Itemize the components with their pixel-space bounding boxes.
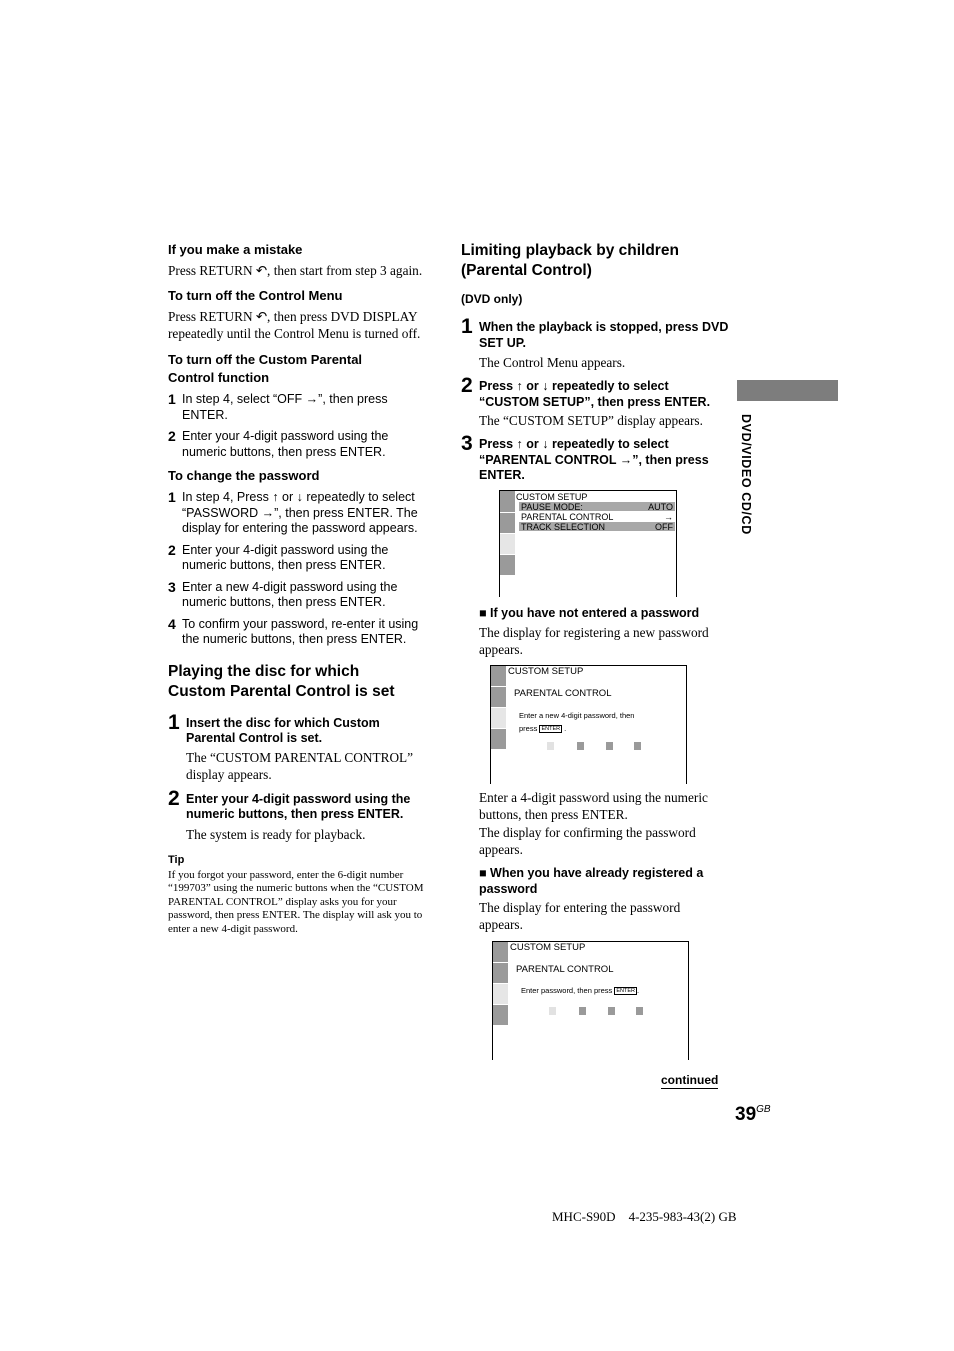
step-number: 4 [168,615,176,632]
register-password-screen [490,665,687,784]
not-entered-heading [479,605,729,621]
page-number [735,1099,771,1126]
enter-key-icon: ENTER [616,988,636,994]
turn-off-menu-text: Press RETURN ↶, then press DVD DISPLAY repeatedly until the Control Menu is turned off. [168,309,421,341]
screen-title: CUSTOM SETUP [516,492,588,502]
enter-key-icon: ENTER [541,726,561,732]
footer-model-code: MHC-S90D 4-235-983-43(2) GB [552,1209,737,1224]
list-item [168,429,430,460]
not-entered-section [479,605,729,658]
playing-title [168,662,430,702]
tip-heading: Tip [168,853,185,866]
step-title: Insert the disc for which Custom Parental Control is set. [186,715,380,745]
right-column [461,241,731,484]
message-text: . [637,986,640,995]
message-text: . [564,724,567,733]
message-text: Enter password, then press [521,986,613,995]
turn-off-custom-heading [168,351,430,387]
screen-tab [500,534,515,555]
section-title [461,241,731,281]
screen-tab [493,1005,508,1026]
title-line: Limiting playback by children [461,242,679,259]
step-text: In step 4, Press ↑ or ↓ repeatedly to select “PASSWORD →”, then press ENTER. The display for entering the password appears. [182,490,418,535]
step-body: The Control Menu appears. [479,355,626,370]
step-text: To confirm your password, re-enter it using the numeric buttons, then press ENTER. [182,616,419,646]
screen-tab [493,942,508,963]
step-title: Enter your 4-digit password using the numeric buttons, then press ENTER. [186,791,411,821]
title-line: Playing the disc for which [168,662,360,680]
step-number: 3 [168,578,176,595]
list-item [168,392,430,423]
step-title: Press ↑ or ↓ repeatedly to select “PARENTAL CONTROL →”, then press ENTER. [479,437,709,482]
step-text: Enter your 4-digit password using the numeric buttons, then press ENTER. [182,429,389,459]
password-digit-slot [549,1007,556,1015]
list-item [168,710,430,783]
menu-row-value: OFF [655,522,673,532]
list-item [168,490,430,537]
dvd-only-label: (DVD only) [461,292,523,306]
menu-row-value: AUTO [648,502,673,512]
section-tab-bar [737,380,838,401]
instruction-text: The display for confirming the password appears. [479,825,696,857]
instruction-text: Enter a 4-digit password using the numeric buttons, then press ENTER. [479,790,708,822]
title-line: Custom Parental Control is set [168,682,395,700]
screen-tab [500,491,515,513]
list-item [168,786,430,843]
step-number: 2 [168,428,176,444]
password-digit-slot [577,742,584,750]
screen-tab [491,708,506,729]
list-item [168,617,430,648]
bullet-icon: ■ [479,866,487,880]
screen-title: CUSTOM SETUP [510,942,586,953]
change-password-heading: To change the password [168,468,320,483]
list-item [461,315,731,371]
page-suffix: GB [756,1104,771,1115]
screen-tab [500,555,515,576]
after-register-section [479,789,724,933]
step-number: 2 [168,786,180,810]
step-body: The “CUSTOM PARENTAL CONTROL” display appears. [186,749,414,782]
heading-line: Control function [168,370,270,385]
password-digit-slot [579,1007,586,1015]
step-body: The system is ready for playback. [186,826,366,842]
step-number: 2 [168,541,176,558]
mistake-heading: If you make a mistake [168,242,303,257]
not-entered-text: The display for registering a new password appears. [479,625,709,657]
password-digit-slot [606,742,613,750]
step-body: The “CUSTOM SETUP” display appears. [479,413,703,428]
custom-setup-screen [499,490,677,597]
enter-password-screen [492,941,689,1060]
continued-label: continued [661,1073,719,1087]
already-text: The display for entering the password appears. [479,900,681,932]
screen-subtitle: PARENTAL CONTROL [514,688,612,699]
screen-message: Enter a new 4-digit password, then [519,711,635,720]
left-column [168,241,430,936]
step-number: 1 [461,315,473,338]
screen-tab [491,729,506,750]
screen-message [521,986,639,996]
turn-off-menu-heading: To turn off the Control Menu [168,288,343,303]
screen-tab [491,666,506,687]
password-digit-slot [547,742,554,750]
tip-text: If you forgot your password, enter the 6-digit number “199703” using the numeric buttons when the “CUSTOM PARENTAL CONTROL” display asks you for your password, then press ENTER. The display will ask you to enter a new 4-digit password. [168,868,424,935]
step-number: 1 [168,391,176,407]
screen-tab [491,687,506,708]
step-number: 2 [461,374,473,397]
message-text: press [519,724,538,733]
step-text: Enter a new 4-digit password using the numeric buttons, then press ENTER. [182,579,398,609]
title-line: (Parental Control) [461,262,592,279]
password-digit-slot [608,1007,615,1015]
heading-line: To turn off the Custom Parental [168,352,363,367]
list-item [168,580,430,611]
list-item [168,543,430,574]
screen-message [519,724,566,734]
step-number: 1 [168,489,176,505]
password-digit-slot [634,742,641,750]
list-item [461,374,731,429]
heading-text: When you have already registered a password [479,866,704,896]
menu-row-label: TRACK SELECTION [521,522,606,532]
side-section-label: DVD/VIDEO CD/CD [739,414,753,535]
bullet-icon: ■ [479,606,487,620]
mistake-text: Press RETURN ↶, then start from step 3 again. [168,263,423,278]
step-text: In step 4, select “OFF →”, then press ENTER. [182,392,388,422]
page-number-value: 39 [735,1104,757,1125]
step-text: Enter your 4-digit password using the numeric buttons, then press ENTER. [182,542,389,572]
screen-title: CUSTOM SETUP [508,666,584,677]
screen-tab [500,513,515,534]
screen-tab [493,963,508,984]
step-number: 3 [461,432,473,455]
menu-row-label: PARENTAL CONTROL [521,512,614,522]
step-title: When the playback is stopped, press DVD SET UP. [479,320,729,350]
arrow-right-icon: → [664,512,673,522]
step-number: 1 [168,710,180,734]
menu-row-label: PAUSE MODE: [521,502,583,512]
already-heading [479,865,724,897]
heading-text: If you have not entered a password [490,606,700,620]
step-title: Press ↑ or ↓ repeatedly to select “CUSTOM SETUP”, then press ENTER. [479,379,711,409]
screen-subtitle: PARENTAL CONTROL [516,964,614,975]
screen-tab [493,984,508,1005]
password-digit-slot [636,1007,643,1015]
list-item [461,432,731,484]
